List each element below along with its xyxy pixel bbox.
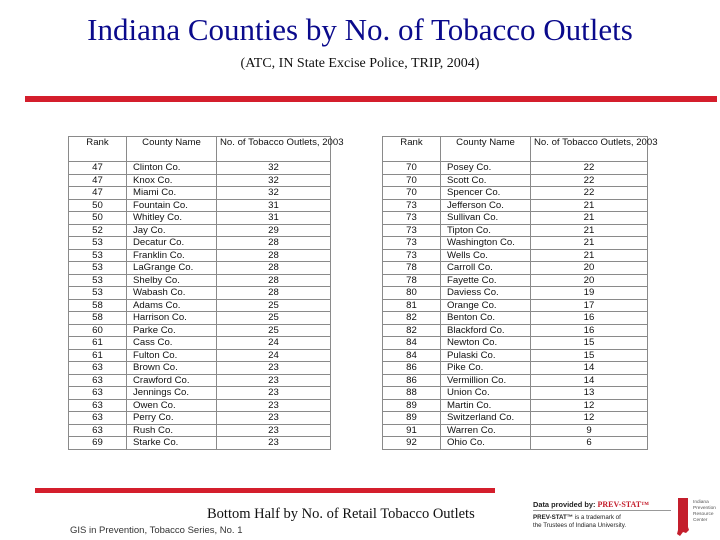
county-name-cell: LaGrange Co. — [127, 262, 217, 275]
county-name-cell: Martin Co. — [441, 399, 531, 412]
rank-cell: 63 — [69, 424, 127, 437]
county-name-cell: Newton Co. — [441, 337, 531, 350]
logo-trademark-note — [533, 514, 626, 530]
rank-cell: 61 — [69, 337, 127, 350]
outlets-cell: 20 — [531, 262, 648, 275]
county-name-cell: Shelby Co. — [127, 274, 217, 287]
footer-caption: Bottom Half by No. of Retail Tobacco Outlets — [207, 506, 475, 522]
rank-cell: 73 — [383, 237, 441, 250]
outlets-cell: 32 — [217, 174, 331, 187]
rank-cell: 63 — [69, 387, 127, 400]
table-row — [383, 287, 648, 300]
table-row — [383, 274, 648, 287]
outlets-cell: 23 — [217, 399, 331, 412]
outlets-cell: 17 — [531, 299, 648, 312]
header-county-name: County Name — [127, 137, 217, 162]
table-row — [69, 274, 331, 287]
county-name-cell: Jefferson Co. — [441, 199, 531, 212]
rank-cell: 63 — [69, 362, 127, 375]
header-outlets: No. of Tobacco Outlets, 2003 — [531, 137, 648, 162]
county-name-cell: Union Co. — [441, 387, 531, 400]
county-name-cell: Benton Co. — [441, 312, 531, 325]
right-table-body — [383, 162, 648, 450]
outlets-cell: 16 — [531, 312, 648, 325]
table-row — [69, 412, 331, 425]
county-name-cell: Parke Co. — [127, 324, 217, 337]
logo-brand: PREV-STAT™ — [597, 500, 650, 509]
table-row — [69, 212, 331, 225]
rank-cell: 73 — [383, 224, 441, 237]
county-name-cell: Cass Co. — [127, 337, 217, 350]
rank-cell: 60 — [69, 324, 127, 337]
table-row — [69, 187, 331, 200]
table-row — [383, 412, 648, 425]
county-name-cell: Vermillion Co. — [441, 374, 531, 387]
table-row — [383, 324, 648, 337]
rank-cell: 70 — [383, 187, 441, 200]
table-row — [69, 324, 331, 337]
county-name-cell: Jay Co. — [127, 224, 217, 237]
rank-cell: 53 — [69, 262, 127, 275]
rank-cell: 91 — [383, 424, 441, 437]
outlets-cell: 28 — [217, 237, 331, 250]
rank-cell: 82 — [383, 324, 441, 337]
logo-trustees-text: the Trustees of Indiana University. — [533, 522, 627, 529]
table-row — [69, 237, 331, 250]
rank-cell: 47 — [69, 187, 127, 200]
table-row — [69, 362, 331, 375]
rank-cell: 50 — [69, 199, 127, 212]
rank-cell: 58 — [69, 312, 127, 325]
outlets-cell: 25 — [217, 299, 331, 312]
right-county-table — [382, 136, 658, 450]
rank-cell: 89 — [383, 412, 441, 425]
bottom-divider-bar — [35, 488, 495, 493]
left-county-table — [68, 136, 344, 450]
outlets-cell: 22 — [531, 174, 648, 187]
county-name-cell: Wabash Co. — [127, 287, 217, 300]
rank-cell: 73 — [383, 249, 441, 262]
outlets-cell: 15 — [531, 337, 648, 350]
outlets-cell: 23 — [217, 437, 331, 450]
county-name-cell: Switzerland Co. — [441, 412, 531, 425]
outlets-cell: 21 — [531, 249, 648, 262]
county-name-cell: Decatur Co. — [127, 237, 217, 250]
rank-cell: 81 — [383, 299, 441, 312]
outlets-cell: 6 — [531, 437, 648, 450]
county-name-cell: Perry Co. — [127, 412, 217, 425]
table-row — [383, 162, 648, 175]
county-name-cell: Orange Co. — [441, 299, 531, 312]
outlets-cell: 15 — [531, 349, 648, 362]
outlets-cell: 25 — [217, 312, 331, 325]
county-name-cell: Posey Co. — [441, 162, 531, 175]
county-name-cell: Pike Co. — [441, 362, 531, 375]
county-name-cell: Daviess Co. — [441, 287, 531, 300]
outlets-cell: 16 — [531, 324, 648, 337]
table-row — [69, 399, 331, 412]
county-name-cell: Pulaski Co. — [441, 349, 531, 362]
table-row — [69, 262, 331, 275]
county-name-cell: Crawford Co. — [127, 374, 217, 387]
table-row — [383, 199, 648, 212]
rank-cell: 86 — [383, 362, 441, 375]
county-name-cell: Scott Co. — [441, 174, 531, 187]
rank-cell: 63 — [69, 374, 127, 387]
outlets-cell: 24 — [217, 349, 331, 362]
rank-cell: 78 — [383, 262, 441, 275]
county-name-cell: Carroll Co. — [441, 262, 531, 275]
rank-cell: 70 — [383, 162, 441, 175]
rank-cell: 53 — [69, 287, 127, 300]
outlets-cell: 23 — [217, 374, 331, 387]
county-name-cell: Fountain Co. — [127, 199, 217, 212]
county-name-cell: Starke Co. — [127, 437, 217, 450]
table-row — [69, 162, 331, 175]
outlets-cell: 19 — [531, 287, 648, 300]
table-row — [383, 437, 648, 450]
table-row — [383, 387, 648, 400]
rank-cell: 78 — [383, 274, 441, 287]
table-row — [383, 224, 648, 237]
rank-cell: 63 — [69, 412, 127, 425]
outlets-cell: 9 — [531, 424, 648, 437]
page-subtitle: (ATC, IN State Excise Police, TRIP, 2004) — [240, 56, 480, 71]
rank-cell: 52 — [69, 224, 127, 237]
outlets-cell: 23 — [217, 362, 331, 375]
table-row — [69, 312, 331, 325]
table-row — [383, 374, 648, 387]
outlets-cell: 28 — [217, 287, 331, 300]
page-title: Indiana Counties by No. of Tobacco Outlets — [87, 12, 633, 47]
table-row — [69, 374, 331, 387]
rank-cell: 69 — [69, 437, 127, 450]
indiana-state-icon — [676, 497, 690, 537]
outlets-cell: 20 — [531, 274, 648, 287]
outlets-cell: 31 — [217, 212, 331, 225]
county-name-cell: Wells Co. — [441, 249, 531, 262]
rank-cell: 53 — [69, 237, 127, 250]
table-row — [69, 437, 331, 450]
logo-provided-label: Data provided by: — [533, 500, 596, 509]
outlets-cell: 32 — [217, 187, 331, 200]
left-table-body — [69, 162, 331, 450]
rank-cell: 70 — [383, 174, 441, 187]
outlets-cell: 14 — [531, 362, 648, 375]
table-row — [383, 212, 648, 225]
county-name-cell: Brown Co. — [127, 362, 217, 375]
outlets-cell: 28 — [217, 249, 331, 262]
county-name-cell: Franklin Co. — [127, 249, 217, 262]
county-name-cell: Tipton Co. — [441, 224, 531, 237]
county-name-cell: Owen Co. — [127, 399, 217, 412]
county-name-cell: Fulton Co. — [127, 349, 217, 362]
county-name-cell: Rush Co. — [127, 424, 217, 437]
outlets-cell: 23 — [217, 424, 331, 437]
outlets-cell: 13 — [531, 387, 648, 400]
table-row — [383, 174, 648, 187]
outlets-cell: 25 — [217, 324, 331, 337]
county-name-cell: Warren Co. — [441, 424, 531, 437]
county-name-cell: Jennings Co. — [127, 387, 217, 400]
county-name-cell: Sullivan Co. — [441, 212, 531, 225]
header-county-name: County Name — [441, 137, 531, 162]
prev-stat-logo — [533, 496, 717, 538]
outlets-cell: 28 — [217, 274, 331, 287]
outlets-cell: 28 — [217, 262, 331, 275]
county-name-cell: Clinton Co. — [127, 162, 217, 175]
logo-institute-line: Prevention — [693, 506, 716, 511]
county-name-cell: Fayette Co. — [441, 274, 531, 287]
rank-cell: 84 — [383, 349, 441, 362]
table-row — [383, 312, 648, 325]
rank-cell: 61 — [69, 349, 127, 362]
outlets-cell: 14 — [531, 374, 648, 387]
table-row — [383, 237, 648, 250]
rank-cell: 63 — [69, 399, 127, 412]
rank-cell: 92 — [383, 437, 441, 450]
rank-cell: 53 — [69, 249, 127, 262]
logo-institute-line: Resource — [693, 512, 714, 517]
header-rank: Rank — [69, 137, 127, 162]
outlets-cell: 12 — [531, 399, 648, 412]
table-row — [383, 187, 648, 200]
county-name-cell: Washington Co. — [441, 237, 531, 250]
outlets-cell: 21 — [531, 224, 648, 237]
table-row — [383, 349, 648, 362]
logo-institute-line: Center — [693, 518, 708, 523]
outlets-cell: 23 — [217, 412, 331, 425]
table-row — [69, 337, 331, 350]
table-row — [383, 399, 648, 412]
table-row — [69, 349, 331, 362]
table-row — [69, 174, 331, 187]
outlets-cell: 24 — [217, 337, 331, 350]
outlets-cell: 21 — [531, 199, 648, 212]
rank-cell: 82 — [383, 312, 441, 325]
county-name-cell: Spencer Co. — [441, 187, 531, 200]
county-name-cell: Adams Co. — [127, 299, 217, 312]
rank-cell: 73 — [383, 199, 441, 212]
table-row — [383, 262, 648, 275]
rank-cell: 89 — [383, 399, 441, 412]
rank-cell: 47 — [69, 162, 127, 175]
county-name-cell: Miami Co. — [127, 187, 217, 200]
header-outlets: No. of Tobacco Outlets, 2003 — [217, 137, 331, 162]
rank-cell: 50 — [69, 212, 127, 225]
outlets-cell: 21 — [531, 237, 648, 250]
outlets-cell: 23 — [217, 387, 331, 400]
outlets-cell: 31 — [217, 199, 331, 212]
county-name-cell: Ohio Co. — [441, 437, 531, 450]
table-header-row — [383, 137, 648, 162]
rank-cell: 84 — [383, 337, 441, 350]
outlets-cell: 32 — [217, 162, 331, 175]
table-row — [383, 424, 648, 437]
rank-cell: 73 — [383, 212, 441, 225]
outlets-cell: 12 — [531, 412, 648, 425]
outlets-cell: 22 — [531, 187, 648, 200]
outlets-cell: 29 — [217, 224, 331, 237]
county-name-cell: Blackford Co. — [441, 324, 531, 337]
top-divider-bar — [25, 96, 717, 102]
table-row — [69, 299, 331, 312]
rank-cell: 58 — [69, 299, 127, 312]
logo-trademark-brand: PREV-STAT™ — [533, 514, 573, 521]
rank-cell: 53 — [69, 274, 127, 287]
table-row — [69, 249, 331, 262]
county-name-cell: Harrison Co. — [127, 312, 217, 325]
table-row — [69, 424, 331, 437]
rank-cell: 80 — [383, 287, 441, 300]
table-row — [383, 299, 648, 312]
table-row — [383, 249, 648, 262]
table-row — [69, 387, 331, 400]
table-header-row — [69, 137, 331, 162]
header-rank: Rank — [383, 137, 441, 162]
county-name-cell: Knox Co. — [127, 174, 217, 187]
outlets-cell: 22 — [531, 162, 648, 175]
logo-institute-line: Indiana — [693, 500, 709, 505]
rank-cell: 47 — [69, 174, 127, 187]
table-row — [69, 287, 331, 300]
county-name-cell: Whitley Co. — [127, 212, 217, 225]
series-label: GIS in Prevention, Tobacco Series, No. 1 — [70, 525, 243, 536]
outlets-cell: 21 — [531, 212, 648, 225]
logo-provided-by — [533, 500, 649, 509]
table-row — [383, 362, 648, 375]
logo-institute-name — [693, 500, 716, 524]
logo-divider — [533, 510, 671, 511]
table-row — [69, 199, 331, 212]
logo-trademark-text: is a trademark of — [573, 514, 621, 521]
table-row — [383, 337, 648, 350]
rank-cell: 88 — [383, 387, 441, 400]
table-row — [69, 224, 331, 237]
rank-cell: 86 — [383, 374, 441, 387]
